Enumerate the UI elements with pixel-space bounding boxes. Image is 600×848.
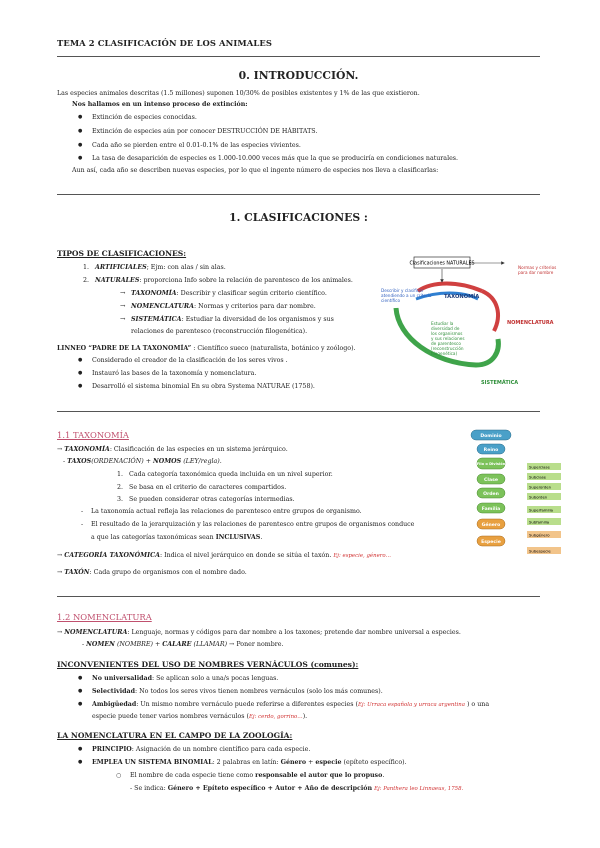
pyramid-stack bbox=[471, 430, 511, 546]
divider bbox=[57, 194, 540, 195]
types-title: TIPOS DE CLASIFICACIONES: bbox=[57, 249, 187, 258]
intro-paragraph: Las especies animales descritas (1.5 millones) suponen 10/30% de posibles existentes y 1% de las que existieron. bbox=[57, 90, 420, 97]
diagram-bottom-text-7: filogenética) bbox=[431, 351, 458, 356]
intermediate-label: Superorden bbox=[529, 484, 552, 490]
intro-bullet: ● Extinción de especies conocidas. bbox=[92, 113, 197, 122]
taxonomy-note: - El resultado de la jerarquización y las relaciones de parentesco entre grupos de organismos conduce bbox=[91, 520, 414, 529]
document-header: TEMA 2 CLASIFICACIÓN DE LOS ANIMALES bbox=[57, 38, 273, 48]
red-arc-2 bbox=[482, 291, 498, 331]
level-label: Clase bbox=[484, 478, 498, 483]
taxonomic-category-definition: → CATEGORÍA TAXONÓMICA: Indica el nivel jerárquico en donde se sitúa el taxón. Ej: especie, género… bbox=[57, 552, 391, 559]
inconvenient-item-cont: especie puede tener varios nombres vernáculos (Ej: cerdo, gorrino…). bbox=[92, 713, 308, 720]
diagram-systematics-label: SISTEMÁTICA bbox=[481, 380, 519, 386]
inconvenient-item: ● Ambigüedad: Un mismo nombre vernáculo puede referirse a diferentes especies (Ej: Urraca española y urraca argentina ) o una bbox=[92, 700, 489, 710]
systematics-item: → SISTEMÁTICA: Estudiar la diversidad de los organismos y sus bbox=[131, 315, 334, 324]
taxonomy-title: 1.1 TAXONOMÍA bbox=[57, 430, 129, 440]
diagram-right-text-1: Normas y criterios bbox=[518, 265, 557, 270]
inconvenient-item: ● Selectividad: No todos los seres vivos tienen nombres vernáculos (solo los más comunes). bbox=[92, 687, 383, 696]
level-label: Orden bbox=[483, 492, 499, 497]
intro-bullet: ● Cada año se pierden entre el 0.01-0.1% de las especies vivientes. bbox=[92, 141, 301, 150]
diagram-bottom-text-3: los organismos bbox=[431, 331, 463, 336]
level-label: Familia bbox=[481, 507, 501, 512]
diagram-left-text-2: atendiendo a un criterio bbox=[381, 293, 432, 298]
diagram-left-text-3: científico bbox=[381, 298, 401, 303]
classifications-title: 1. CLASIFICACIONES : bbox=[229, 211, 368, 224]
nomenclature-title: 1.2 NOMENCLATURA bbox=[57, 612, 152, 622]
level-label: Reino bbox=[483, 448, 499, 453]
intermediate-label: Subfamilia bbox=[529, 519, 550, 525]
intermediate-label: Subclase bbox=[529, 474, 547, 480]
zoology-subitem: ○ El nombre de cada especie tiene como responsable el autor que lo propuso. bbox=[130, 771, 384, 780]
divider bbox=[57, 596, 540, 597]
diagram-nomenclature-label: NOMENCLATURA bbox=[507, 320, 554, 326]
zoology-title: LA NOMENCLATURA EN EL CAMPO DE LA ZOOLOGÍA: bbox=[57, 731, 293, 740]
zoology-item: ● PRINCIPIO: Asignación de un nombre científico para cada especie. bbox=[92, 745, 310, 754]
taxonomy-note-cont: a que las categorías taxonómicas sean INCLUSIVAS. bbox=[91, 534, 263, 541]
linneo-bullet: ● Considerado el creador de la clasificación de los seres vivos . bbox=[92, 356, 288, 365]
nomenclature-item: → NOMENCLATURA: Normas y criterios para dar nombre. bbox=[131, 302, 316, 311]
diagram-bottom-text-4: y sus relaciones bbox=[431, 336, 465, 341]
divider bbox=[57, 411, 540, 412]
intermediate-label: Subespecie bbox=[529, 548, 551, 554]
taxonomy-point: 3. Se pueden considerar otras categorías intermedias. bbox=[117, 496, 295, 503]
nomenclature-definition: → NOMENCLATURA: Lenguaje, normas y códigos para dar nombre a los taxones; pretende dar nombre universal a especies. bbox=[57, 629, 461, 636]
diagram-bottom-text-2: diversidad de bbox=[431, 326, 460, 331]
zoology-item: ● EMPLEA UN SISTEMA BINOMIAL: 2 palabras en latín: Género + especie (epíteto específico). bbox=[92, 758, 407, 767]
taxonomy-point: 1. Cada categoría taxonómica queda incluida en un nivel superior. bbox=[117, 471, 333, 478]
nomenclature-etymology: - NOMEN (NOMBRE) + CALARE (LLAMAR) → Poner nombre. bbox=[82, 641, 284, 648]
intermediate-label: Subgénero bbox=[529, 532, 550, 538]
level-label: Dominio bbox=[480, 434, 502, 439]
taxonomy-etymology: - TAXOS(ORDENACIÓN) + NOMOS (LEY/regla). bbox=[63, 458, 222, 465]
intro-title: 0. INTRODUCCIÓN. bbox=[238, 69, 359, 82]
intermediate-label: Superclase bbox=[529, 464, 550, 470]
diagram-box-label: Clasificaciones NATURALES bbox=[409, 261, 475, 267]
diagram-left-text-1: Describir y clasificar bbox=[381, 288, 424, 293]
level-label: Filo o División bbox=[476, 462, 506, 466]
diagram-right-text-2: para dar nombre bbox=[518, 270, 554, 275]
zoology-subitem-format: - Se indica: Género + Epíteto específico + Autor + Año de descripción Ej: Panthera leo Linnaeus, 1758. bbox=[130, 785, 464, 792]
diagram-bottom-text-1: Estudiar la bbox=[431, 321, 454, 326]
intro-bullet: ● La tasa de desaparición de especies es 1.000-10.000 veces más que la que se produciría en condiciones naturales. bbox=[92, 154, 458, 163]
inconvenients-title: INCONVENIENTES DEL USO DE NOMBRES VERNÁCULOS (comunes): bbox=[57, 660, 359, 669]
intermediate-categories bbox=[527, 463, 561, 554]
level-label: Género bbox=[481, 523, 501, 528]
taxonomy-point: 2. Se basa en el criterio de caracteres compartidos. bbox=[117, 484, 287, 491]
taxonomy-item: → TAXONOMÍA: Describir y clasificar según criterio científico. bbox=[131, 289, 327, 298]
systematics-item-cont: relaciones de parentesco (reconstrucción filogenética). bbox=[131, 328, 308, 335]
intermediate-label: Superfamilia bbox=[529, 507, 553, 513]
taxon-definition: → TAXÓN: Cada grupo de organismos con el nombre dado. bbox=[57, 569, 247, 576]
intro-subtitle: Nos hallamos en un intenso proceso de extinción: bbox=[72, 101, 248, 108]
classifications-diagram bbox=[378, 253, 563, 405]
red-arc bbox=[418, 284, 482, 292]
inconvenient-item: ● No universalidad: Se aplican solo a una/s pocas lenguas. bbox=[92, 674, 278, 683]
level-label: Especie bbox=[481, 540, 501, 545]
diagram-taxonomy-label: TAXONOMÍA bbox=[444, 294, 480, 300]
linneo-bullet: ● Desarrolló el sistema binomial En su obra Systema NATURAE (1758). bbox=[92, 382, 315, 391]
intro-paragraph: Aun así, cada año se describen nuevas especies, por lo que el ingente número de especies nos lleva a clasificarlas: bbox=[72, 167, 439, 174]
diagram-bottom-text-5: de parentesco bbox=[431, 341, 461, 346]
type-natural: 2. NATURALES: proporciona Info sobre la relación de parentesco de los animales. bbox=[83, 277, 353, 284]
intro-bullet: ● Extinción de especies aún por conocer DESTRUCCIÓN DE HÁBITATS. bbox=[92, 127, 317, 136]
intermediate-label: Suborden bbox=[529, 494, 548, 500]
type-artificial: 1. ARTIFICIALES; Ejm: con alas / sin alas. bbox=[83, 264, 226, 271]
divider bbox=[57, 56, 540, 57]
taxonomy-pyramid bbox=[455, 428, 565, 558]
taxonomy-definition: → TAXONOMÍA: Clasificación de las especies en un sistema jerárquico. bbox=[57, 446, 288, 453]
linneo-line: LINNEO “PADRE DE LA TAXONOMÍA” : Científico sueco (naturalista, botánico y zoólogo). bbox=[57, 345, 356, 352]
diagram-bottom-text-6: (reconstrucción bbox=[431, 346, 464, 351]
linneo-bullet: ● Instauró las bases de la taxonomía y nomenclatura. bbox=[92, 369, 256, 378]
taxonomy-note: - La taxonomía actual refleja las relaciones de parentesco entre grupos de organismo. bbox=[91, 507, 362, 516]
